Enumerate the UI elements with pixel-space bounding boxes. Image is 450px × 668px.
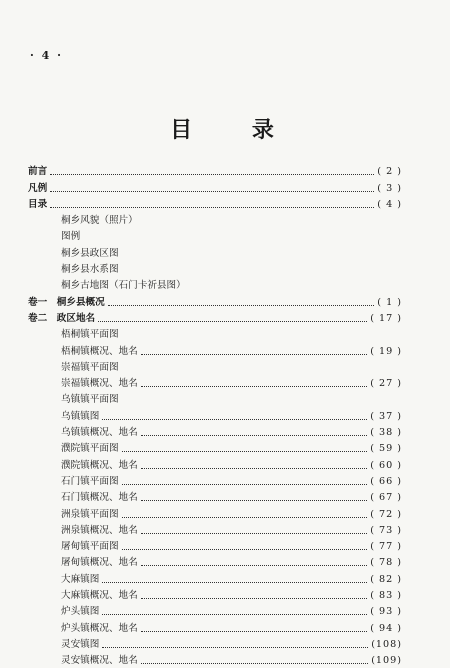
- dot-leader: [122, 484, 368, 485]
- dot-leader: [102, 614, 367, 615]
- toc-entry-page: ( 82 ): [370, 573, 402, 585]
- toc-entry-label: 灵安镇概况、地名: [61, 655, 138, 667]
- dot-leader: [141, 565, 367, 566]
- toc-entry-label: 大麻镇图: [61, 573, 100, 585]
- toc-entry-label: 梧桐镇平面图: [61, 329, 119, 341]
- toc-entry-page: ( 17 ): [370, 312, 402, 324]
- toc-entry-page: ( 72 ): [370, 508, 402, 520]
- toc-entry: [28, 652, 402, 668]
- toc-entry: [28, 636, 402, 652]
- toc-entry-label: 灵安镇图: [61, 638, 100, 650]
- dot-leader: [102, 419, 367, 420]
- toc-entry: [28, 570, 402, 586]
- toc-entry-label: 乌镇镇图: [61, 410, 100, 422]
- toc-entry-page: ( 1 ): [377, 296, 402, 308]
- dot-leader: [102, 647, 368, 648]
- toc-entry-label: 凡例: [28, 182, 48, 194]
- toc-entry: [28, 342, 402, 358]
- dot-leader: [141, 386, 367, 387]
- toc-entry-page: ( 59 ): [370, 443, 402, 455]
- toc-entry-label: 桐乡古地图（石门卡祈县图）: [61, 280, 186, 292]
- toc-entry-label: 卷二 政区地名: [28, 312, 96, 324]
- toc-entry: [28, 391, 402, 407]
- dot-leader: [141, 435, 367, 436]
- toc-entry-label: 前言: [28, 166, 48, 178]
- toc-entry-label: 乌镇镇平面图: [61, 394, 119, 406]
- dot-leader: [122, 451, 368, 452]
- dot-leader: [108, 305, 375, 306]
- toc-entry-label: 崇福镇平面图: [61, 361, 119, 373]
- toc-entry-label: 崇福镇概况、地名: [61, 378, 138, 390]
- toc-entry-page: ( 19 ): [370, 345, 402, 357]
- page-title: 目 录: [170, 117, 300, 143]
- dot-leader: [141, 354, 367, 355]
- toc-entry-label: 大麻镇概况、地名: [61, 590, 138, 602]
- toc-entry: [28, 619, 402, 635]
- toc-entry-page: (108): [371, 638, 402, 650]
- toc-entry: [28, 522, 402, 538]
- toc-entry: [28, 359, 402, 375]
- toc-entry-label: 卷一 桐乡县概况: [28, 296, 105, 308]
- toc-entry: [28, 554, 402, 570]
- toc-entry-page: ( 73 ): [370, 524, 402, 536]
- dot-leader: [141, 598, 367, 599]
- toc-entry-label: 屠甸镇平面图: [61, 541, 119, 553]
- toc-entry: [28, 293, 402, 309]
- toc-entry-page: (109): [371, 655, 402, 667]
- dot-leader: [141, 631, 367, 632]
- toc-entry-page: ( 78 ): [370, 557, 402, 569]
- dot-leader: [122, 517, 368, 518]
- toc-entry: [28, 277, 402, 293]
- toc-entry: [28, 424, 402, 440]
- page-number: · 4 ·: [30, 49, 63, 62]
- dot-leader: [141, 468, 367, 469]
- toc-entry-label: 洲泉镇平面图: [61, 508, 119, 520]
- toc-entry-page: ( 2 ): [377, 166, 402, 178]
- dot-leader: [98, 321, 367, 322]
- toc-entry-label: 濮院镇概况、地名: [61, 459, 138, 471]
- table-of-contents: [28, 163, 402, 668]
- toc-entry-page: ( 3 ): [377, 182, 402, 194]
- toc-entry: [28, 196, 402, 212]
- toc-entry-label: 桐乡风貌（照片）: [61, 215, 138, 227]
- top-edge-mark: [62, 0, 88, 5]
- toc-entry-label: 乌镇镇概况、地名: [61, 427, 138, 439]
- dot-leader: [141, 533, 367, 534]
- dot-leader: [50, 191, 374, 192]
- dot-leader: [141, 500, 367, 501]
- toc-entry-page: ( 60 ): [370, 459, 402, 471]
- toc-entry-page: ( 93 ): [370, 606, 402, 618]
- toc-entry: [28, 505, 402, 521]
- toc-entry-page: ( 37 ): [370, 410, 402, 422]
- toc-entry: [28, 179, 402, 195]
- toc-entry-page: ( 67 ): [370, 492, 402, 504]
- toc-entry-label: 濮院镇平面图: [61, 443, 119, 455]
- toc-entry-page: ( 77 ): [370, 541, 402, 553]
- toc-entry: [28, 244, 402, 260]
- toc-entry-label: 目录: [28, 198, 48, 210]
- toc-entry: [28, 489, 402, 505]
- toc-entry-page: ( 4 ): [377, 198, 402, 210]
- dot-leader: [50, 174, 374, 175]
- toc-entry-label: 洲泉镇概况、地名: [61, 524, 138, 536]
- toc-entry-page: ( 94 ): [370, 622, 402, 634]
- toc-entry: [28, 407, 402, 423]
- dot-leader: [122, 549, 368, 550]
- toc-entry-label: 石门镇平面图: [61, 475, 119, 487]
- toc-entry: [28, 456, 402, 472]
- toc-entry-label: 桐乡县政区图: [61, 247, 119, 259]
- toc-entry-label: 梧桐镇概况、地名: [61, 345, 138, 357]
- toc-entry: [28, 473, 402, 489]
- toc-entry-label: 桐乡县水系图: [61, 264, 119, 276]
- toc-entry: [28, 375, 402, 391]
- toc-entry: [28, 538, 402, 554]
- toc-entry: [28, 326, 402, 342]
- toc-entry-page: ( 27 ): [370, 378, 402, 390]
- toc-entry: [28, 212, 402, 228]
- toc-entry-label: 炉头镇图: [61, 606, 100, 618]
- toc-entry: [28, 310, 402, 326]
- toc-entry: [28, 261, 402, 277]
- toc-entry: [28, 440, 402, 456]
- toc-entry-label: 图例: [61, 231, 81, 243]
- toc-entry-label: 炉头镇概况、地名: [61, 622, 138, 634]
- toc-entry: [28, 587, 402, 603]
- dot-leader: [102, 582, 367, 583]
- toc-entry: [28, 603, 402, 619]
- toc-entry-page: ( 83 ): [370, 590, 402, 602]
- dot-leader: [50, 207, 374, 208]
- toc-entry-label: 屠甸镇概况、地名: [61, 557, 138, 569]
- toc-entry-label: 石门镇概况、地名: [61, 492, 138, 504]
- dot-leader: [141, 663, 368, 664]
- toc-entry-page: ( 66 ): [370, 475, 402, 487]
- toc-entry: [28, 163, 402, 179]
- toc-entry-page: ( 38 ): [370, 427, 402, 439]
- toc-entry: [28, 228, 402, 244]
